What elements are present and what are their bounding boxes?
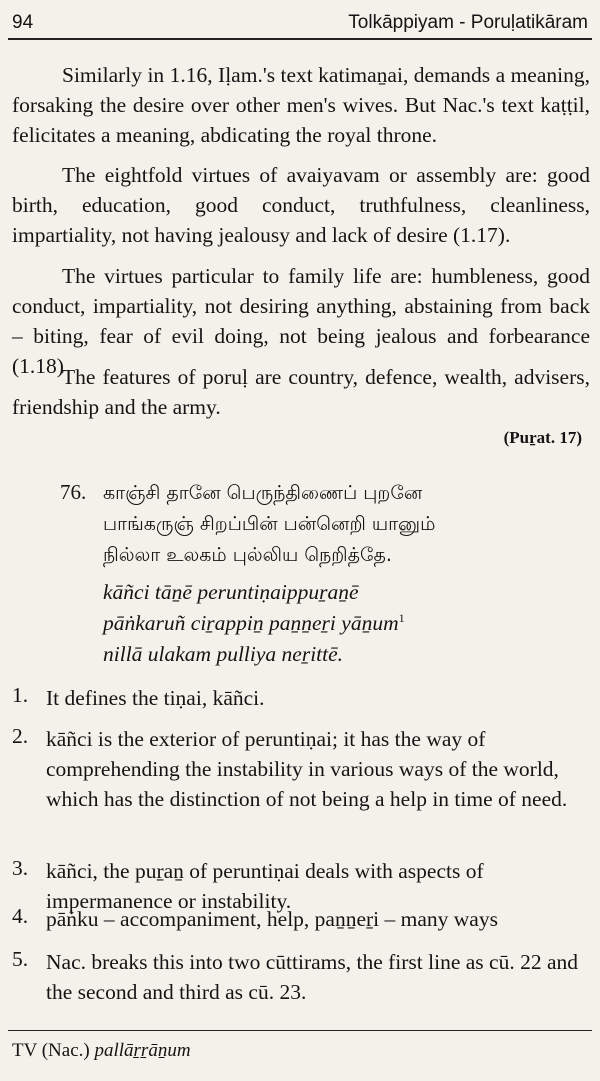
transliteration-line-2-text: pāṅkaruñ ciṟappiṉ paṉṉeṟi yāṉum: [103, 611, 399, 636]
note-2-number: 2.: [12, 724, 29, 748]
footnote-marker: 1: [398, 611, 405, 625]
note-5-text: Nac. breaks this into two cūttirams, the first line as cū. 22 and the second and third as cū. 23.: [46, 950, 578, 1004]
note-3-number: 3.: [12, 856, 29, 880]
note-5-number: 5.: [12, 947, 29, 971]
page-header: [10, 6, 590, 36]
verse-number: 76.: [60, 480, 87, 504]
note-2-text: kāñci is the exterior of peruntiṇai; it has the way of comprehending the instability in various ways of the world, which has the distinction of not being a help in time of need.: [46, 727, 568, 811]
note-4-number: 4.: [12, 904, 29, 928]
citation: (Puṟat. 17): [503, 428, 582, 447]
footnote-term: pallāṟṟāṉum: [94, 1040, 191, 1061]
tamil-line-3: நில்லா உலகம் புல்லிய நெறித்தே.: [103, 544, 392, 566]
paragraph-4: The features of poruḷ are country, defence, wealth, advisers, friendship and the army.: [12, 365, 590, 419]
tamil-line-1: காஞ்சி தானே பெருந்திணைப் புறனே: [103, 482, 423, 504]
footnote: [12, 1040, 191, 1062]
transliteration-line-1: kāñci tāṉē peruntiṇaippuṟaṉē: [103, 580, 359, 604]
paragraph-3: The virtues particular to family life are: humbleness, good conduct, impartiality, not desiring anything, abstaining from back – biting, fear of evil doing, not being jealous and forbearance (1.18): [12, 264, 590, 378]
paragraph-1: Similarly in 1.16, Iḷam.'s text katimaṉai, demands a meaning, forsaking the desire over other men's wives. But Nac.'s text kaṭṭil, felicitates a meaning, abdicating the royal throne.: [12, 63, 590, 147]
transliteration-line-2: [103, 611, 405, 636]
running-title: Tolkāppiyam - Poruḷatikāram: [348, 12, 588, 33]
footnote-rule: [8, 1030, 592, 1031]
footnote-prefix: TV (Nac.): [12, 1040, 90, 1061]
transliteration-line-3: nillā ulakam pulliya neṟittē.: [103, 642, 344, 666]
page-number: 94: [12, 12, 34, 33]
note-1-number: 1.: [12, 683, 29, 707]
note-3-text: kāñci, the puṟaṉ of peruntiṇai deals with aspects of impermanence or instability.: [46, 859, 484, 913]
note-1-text: It defines the tiṇai, kāñci.: [46, 686, 265, 710]
paragraph-2: The eightfold virtues of avaiyavam or assembly are: good birth, education, good conduct, truthfulness, cleanliness, impartiality, not having jealousy and lack of desire (1.17).: [12, 163, 590, 247]
note-4-text: pāṅku – accompaniment, help, paṉṉeṟi – many ways: [46, 907, 498, 931]
header-rule: [8, 38, 592, 40]
tamil-line-2: பாங்கருஞ் சிறப்பின் பன்னெறி யானும்: [103, 513, 436, 535]
